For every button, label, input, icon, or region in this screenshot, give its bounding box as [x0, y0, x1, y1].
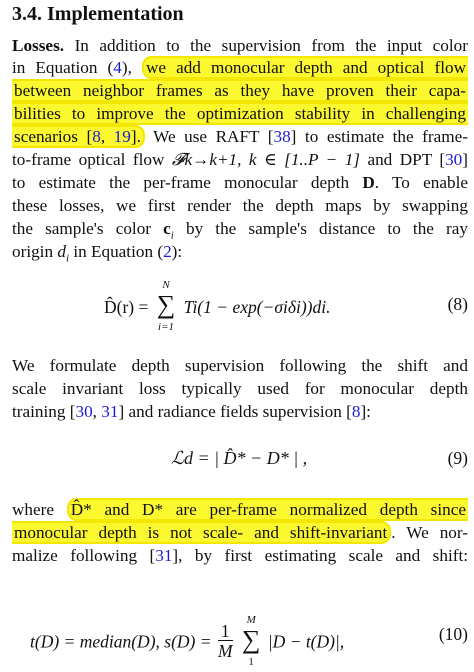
paragraph-line: [12, 401, 468, 423]
text-run: where: [12, 500, 67, 519]
citation-link[interactable]: 8: [92, 127, 101, 146]
equation-lhs: t(D) = median(D), s(D) =: [30, 631, 212, 652]
paragraph-line: these losses, we first render the depth maps by swapping: [12, 196, 468, 215]
text-run: ]: [462, 150, 468, 169]
paragraph-line: [12, 80, 468, 102]
paragraph-line: [12, 126, 468, 148]
highlight-segment: monocular depth is not scale- and shift-invariant: [12, 521, 391, 544]
text-run: to-frame optical flow: [12, 150, 172, 169]
highlight-segment: D̂* and D* are per-frame normalized depth since: [67, 498, 468, 521]
paragraph-line: scale invariant loss typically used for monocular depth: [12, 379, 468, 398]
paragraph-line: [12, 241, 468, 263]
equation-9: [12, 442, 468, 482]
paragraph-lead: Losses.: [12, 36, 65, 55]
paragraph-line: [12, 57, 468, 79]
equation-body: ℒd = | D̂* − D* | ,: [171, 448, 308, 468]
paragraph-line: [12, 149, 468, 171]
highlight-segment: we add monocular depth and optical flow: [142, 56, 468, 79]
equation-lhs: D̂(r) =: [104, 297, 149, 317]
paragraph-line: [12, 103, 468, 125]
citation-link[interactable]: 31: [101, 402, 119, 421]
text-run: ,: [92, 402, 102, 421]
fraction-denominator: M: [217, 641, 233, 661]
equation-number: (8): [447, 294, 468, 314]
text-run: and DPT [: [360, 150, 446, 169]
paragraph-line: [12, 499, 468, 521]
sum-lower-limit: i=1: [158, 321, 175, 333]
summation-symbol: ∑ M 1: [241, 613, 261, 668]
math-subscript: i: [65, 252, 70, 265]
fraction: [218, 622, 233, 661]
section-heading: [12, 3, 184, 26]
text-run: origin: [12, 242, 58, 261]
equation-8: [12, 279, 468, 333]
paragraph-line: We formulate depth supervision following the shift and: [12, 356, 468, 375]
paragraph-line: [12, 522, 468, 544]
math-subscript: i: [170, 229, 174, 242]
equation-ref-link[interactable]: 2: [163, 242, 172, 261]
equation-ref-link[interactable]: 4: [113, 58, 122, 77]
citation-link[interactable]: 8: [351, 402, 361, 421]
text-run: training [: [12, 402, 76, 421]
text-run: ):: [171, 242, 183, 261]
summation-symbol: ∑ N i=1: [156, 279, 176, 333]
sum-lower-limit: 1: [248, 655, 254, 668]
equation-10: [12, 602, 468, 666]
text-run: the sample's color: [12, 219, 164, 238]
highlight-segment: between neighbor frames as they have proven their capa-: [14, 81, 466, 100]
inline-math: D: [362, 173, 375, 192]
highlight-segment: [12, 125, 145, 148]
text-run: In addition to the supervision from the input color: [64, 36, 468, 55]
text-run: ]:: [360, 402, 371, 421]
inline-math: c: [163, 219, 171, 238]
text-run: ].: [130, 127, 141, 146]
equation-number: (9): [447, 448, 468, 468]
text-run: scenarios [: [14, 127, 93, 146]
equation-rhs: Ti(1 − exp(−σiδi))di.: [183, 297, 331, 317]
text-run: . To enable: [374, 173, 468, 192]
citation-link[interactable]: 30: [445, 150, 463, 169]
citation-link[interactable]: 19: [113, 127, 131, 146]
inline-math: d: [57, 242, 66, 261]
section-title: Implementation: [47, 3, 184, 25]
sum-upper-limit: N: [162, 279, 170, 291]
text-run: We use RAFT [: [144, 127, 274, 146]
text-run: ], by first estimating scale and shift:: [172, 546, 468, 565]
text-run: in Equation (: [69, 242, 164, 261]
citation-link[interactable]: 38: [273, 127, 291, 146]
fraction-numerator: 1: [218, 622, 233, 641]
text-run: ),: [121, 58, 142, 77]
text-run: in Equation (: [12, 58, 114, 77]
citation-link[interactable]: 31: [155, 546, 173, 565]
paragraph-line: [12, 545, 468, 567]
paragraph-line: [12, 172, 468, 194]
inline-math: 𝓕k→k+1, k ∈ [1..P − 1]: [171, 150, 360, 169]
equation-body: [30, 613, 345, 668]
paragraph-line: [12, 218, 468, 240]
text-run: malize following [: [12, 546, 156, 565]
text-run: ,: [100, 127, 114, 146]
citation-link[interactable]: 30: [75, 402, 93, 421]
text-run: . We nor-: [391, 523, 468, 542]
equation-rhs: |D − t(D)|,: [267, 631, 345, 652]
sum-upper-limit: M: [246, 613, 256, 626]
paragraph-line: [12, 35, 468, 57]
text-run: ] and radiance fields supervision [: [118, 402, 352, 421]
equation-body: [104, 279, 331, 333]
text-run: by the sample's distance to the ray: [173, 219, 468, 238]
equation-number: (10): [438, 624, 468, 644]
highlight-segment: bilities to improve the optimization stability in challenging: [14, 104, 466, 123]
section-number: 3.4.: [12, 3, 42, 25]
text-run: to estimate the per-frame monocular depth: [12, 173, 363, 192]
text-run: ] to estimate the frame-: [290, 127, 468, 146]
